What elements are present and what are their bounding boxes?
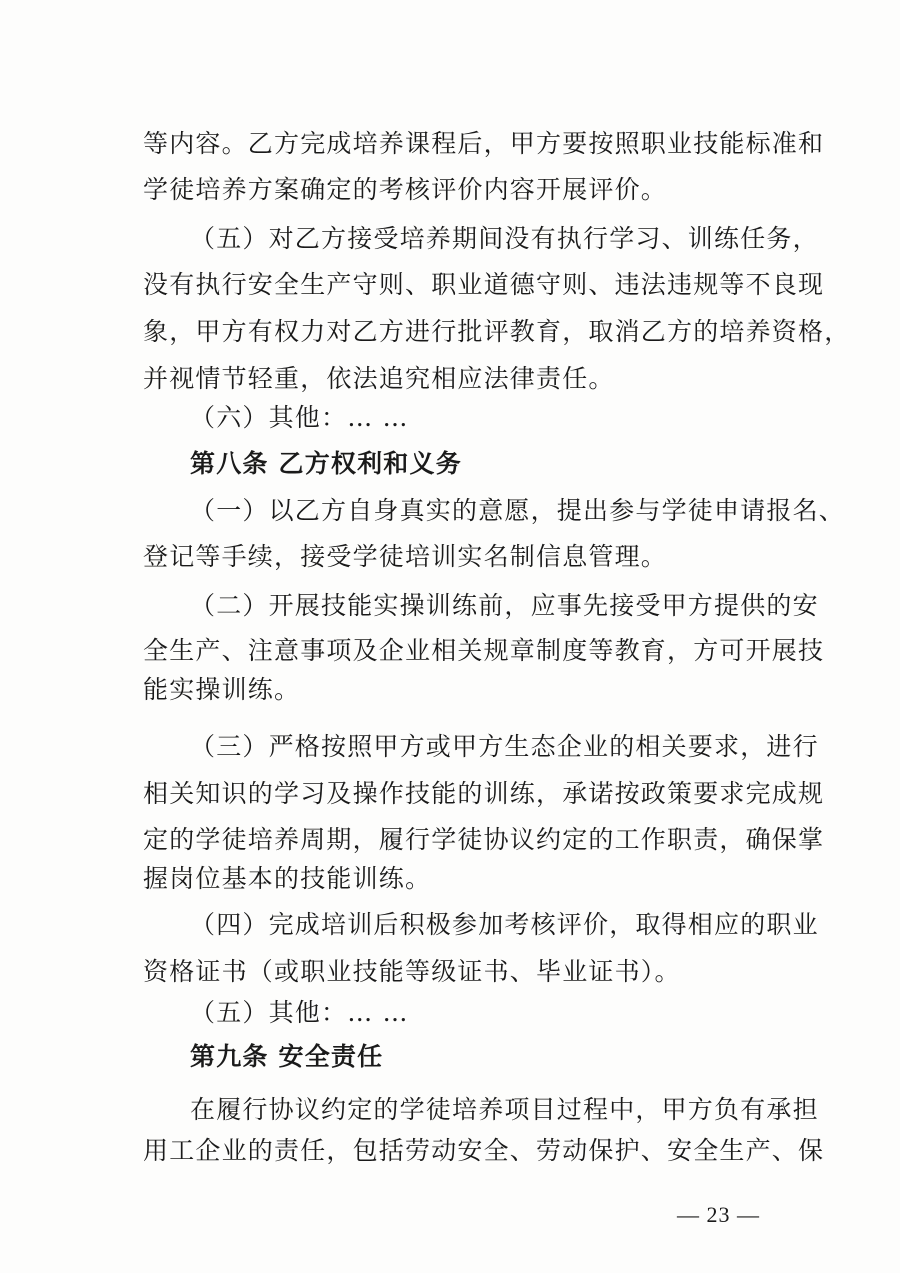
page-number: — 23 — <box>677 1202 760 1227</box>
text-line: 没有执行安全生产守则、职业道德守则、违法违规等不良现 <box>143 270 825 299</box>
text-line: 能实操训练。 <box>143 675 301 704</box>
text-line: （一）以乙方自身真实的意愿，提出参与学徒申请报名、 <box>190 496 846 525</box>
text-line: （四）完成培训后积极参加考核评价，取得相应的职业 <box>190 910 819 939</box>
text-line: （三）严格按照甲方或甲方生态企业的相关要求，进行 <box>190 732 819 761</box>
text-line: 相关知识的学习及操作技能的训练，承诺按政策要求完成规 <box>143 779 825 808</box>
text-line: 资格证书（或职业技能等级证书、毕业证书）。 <box>143 957 681 986</box>
text-line: 学徒培养方案确定的考核评价内容开展评价。 <box>143 175 668 204</box>
text-line: （二）开展技能实操训练前，应事先接受甲方提供的安 <box>190 591 819 620</box>
text-line: 并视情节轻重，依法追究相应法律责任。 <box>143 364 615 393</box>
text-line: （五）其他：… … <box>190 998 409 1027</box>
text-line: 登记等手续，接受学徒培训实名制信息管理。 <box>143 542 668 571</box>
text-line: （六）其他：… … <box>190 403 409 432</box>
article-heading: 第九条 安全责任 <box>190 1042 384 1071</box>
article-heading: 第八条 乙方权利和义务 <box>190 449 462 478</box>
text-line: 定的学徒培养周期，履行学徒协议约定的工作职责，确保掌 <box>143 825 825 854</box>
text-line: 在履行协议约定的学徒培养项目过程中，甲方负有承担 <box>190 1095 819 1124</box>
text-line: （五）对乙方接受培养期间没有执行学习、训练任务， <box>190 224 819 253</box>
text-line: 用工企业的责任，包括劳动安全、劳动保护、安全生产、保 <box>143 1136 825 1165</box>
text-line: 握岗位基本的技能训练。 <box>143 864 432 893</box>
text-line: 象，甲方有权力对乙方进行批评教育，取消乙方的培养资格， <box>143 317 851 346</box>
text-line: 全生产、注意事项及企业相关规章制度等教育，方可开展技 <box>143 636 825 665</box>
text-line: 等内容。乙方完成培养课程后，甲方要按照职业技能标准和 <box>143 129 825 158</box>
